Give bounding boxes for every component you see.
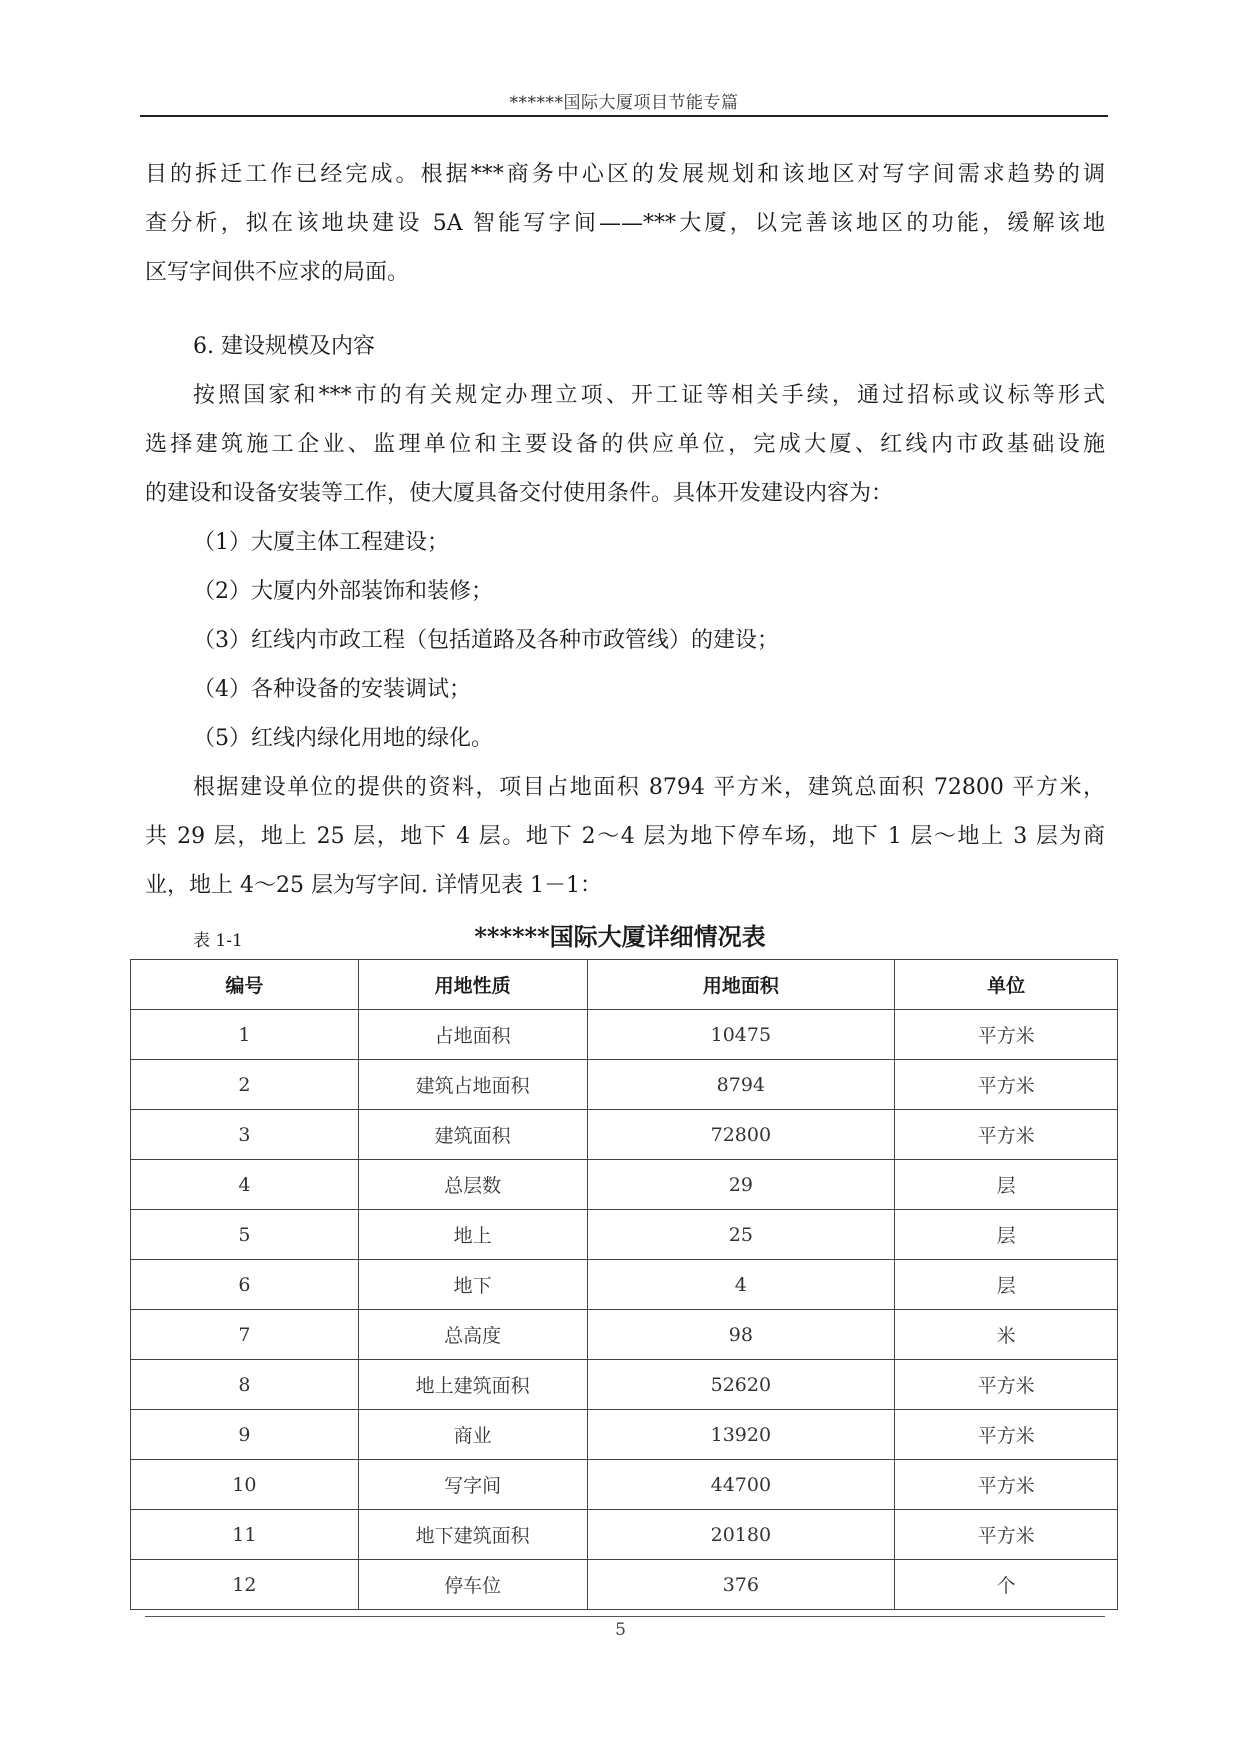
table-cell: 12 [131,1560,359,1610]
list-item: （2）大厦内外部装饰和装修； [193,579,493,604]
table-cell: 平方米 [895,1460,1118,1510]
table-cell: 平方米 [895,1510,1118,1560]
summary-paragraph [145,763,1105,910]
table-cell: 2 [131,1060,359,1110]
table-cell: 9 [131,1410,359,1460]
column-header: 用地性质 [358,960,587,1010]
table-row [131,1410,1118,1460]
table-cell: 地下 [358,1260,587,1310]
table-cell: 11 [131,1510,359,1560]
table-cell: 建筑占地面积 [358,1060,587,1110]
page-number: 5 [615,1620,626,1640]
table-cell: 376 [587,1560,895,1610]
table-cell: 平方米 [895,1360,1118,1410]
table-cell: 6 [131,1260,359,1310]
column-header: 单位 [895,960,1118,1010]
summary-line-2: 共 29 层，地上 25 层，地下 4 层。地下 2～4 层为地下停车场，地下 1 层～地上 3 层为商 [145,824,1105,849]
page-header: ******国际大厦项目节能专篇 [509,93,739,113]
table-cell: 29 [587,1160,895,1210]
table-cell: 平方米 [895,1410,1118,1460]
list-item: （3）红线内市政工程（包括道路及各种市政管线）的建设； [193,628,779,653]
table-row [131,1360,1118,1410]
table-row [131,1560,1118,1610]
summary-line-3: 业，地上 4～25 层为写字间. 详情见表 1－1： [145,873,602,898]
table-cell: 商业 [358,1410,587,1460]
footer-rule [145,1616,1105,1617]
table-cell: 地上建筑面积 [358,1360,587,1410]
procedure-line-1: 按照国家和***市的有关规定办理立项、开工证等相关手续，通过招标或议标等形式 [193,383,1105,408]
table-cell: 米 [895,1310,1118,1360]
procedure-paragraph [145,371,1105,518]
table-cell: 平方米 [895,1010,1118,1060]
table-cell: 层 [895,1210,1118,1260]
table-cell: 13920 [587,1410,895,1460]
table-cell: 平方米 [895,1060,1118,1110]
procedure-line-3: 的建设和设备安装等工作，使大厦具备交付使用条件。具体开发建设内容为： [145,481,894,506]
table-cell: 平方米 [895,1110,1118,1160]
table-cell: 44700 [587,1460,895,1510]
table-cell: 占地面积 [358,1010,587,1060]
content-list [145,518,1105,763]
section-heading: 6. 建设规模及内容 [193,334,375,359]
procedure-line-2: 选择建筑施工企业、监理单位和主要设备的供应单位，完成大厦、红线内市政基础设施 [145,432,1105,457]
summary-line-1: 根据建设单位的提供的资料，项目占地面积 8794 平方米，建筑总面积 72800 平方米， [193,775,1105,800]
table-cell: 72800 [587,1110,895,1160]
table-row [131,1510,1118,1560]
table-cell: 8 [131,1360,359,1410]
table-row [131,1310,1118,1360]
intro-paragraph [145,150,1105,297]
table-cell: 地上 [358,1210,587,1260]
table-row [131,1160,1118,1210]
list-item: （5）红线内绿化用地的绿化。 [193,726,493,751]
list-item: （4）各种设备的安装调试； [193,677,471,702]
table-cell: 7 [131,1310,359,1360]
table-row [131,1260,1118,1310]
table-row [131,1060,1118,1110]
table-cell: 层 [895,1160,1118,1210]
table-cell: 5 [131,1210,359,1260]
table-cell: 总高度 [358,1310,587,1360]
table-cell: 地下建筑面积 [358,1510,587,1560]
table-cell: 写字间 [358,1460,587,1510]
table-cell: 4 [587,1260,895,1310]
table-label: 表 1-1 [193,931,243,951]
table-cell: 10475 [587,1010,895,1060]
intro-line-3: 区写字间供不应求的局面。 [145,260,410,285]
table-body [131,1010,1118,1610]
table-cell: 20180 [587,1510,895,1560]
detail-table [130,959,1118,1610]
table-cell: 10 [131,1460,359,1510]
table-cell: 个 [895,1560,1118,1610]
intro-line-1: 目的拆迁工作已经完成。根据***商务中心区的发展规划和该地区对写字间需求趋势的调 [145,162,1105,187]
intro-line-2: 查分析，拟在该地块建设 5A 智能写字间——***大厦，以完善该地区的功能，缓解该地 [145,211,1105,236]
table-cell: 1 [131,1010,359,1060]
table-row [131,1210,1118,1260]
table-cell: 25 [587,1210,895,1260]
table-cell: 建筑面积 [358,1110,587,1160]
table-title: ******国际大厦详细情况表 [474,922,766,951]
table-cell: 停车位 [358,1560,587,1610]
table-cell: 8794 [587,1060,895,1110]
table-cell: 98 [587,1310,895,1360]
column-header: 编号 [131,960,359,1010]
table-row [131,1460,1118,1510]
table-row [131,1110,1118,1160]
table-cell: 3 [131,1110,359,1160]
table-cell: 52620 [587,1360,895,1410]
list-item: （1）大厦主体工程建设； [193,530,449,555]
table-cell: 总层数 [358,1160,587,1210]
header-rule [140,115,1108,117]
table-cell: 层 [895,1260,1118,1310]
table-row [131,1010,1118,1060]
table-cell: 4 [131,1160,359,1210]
column-header: 用地面积 [587,960,895,1010]
table-header-row [131,960,1118,1010]
